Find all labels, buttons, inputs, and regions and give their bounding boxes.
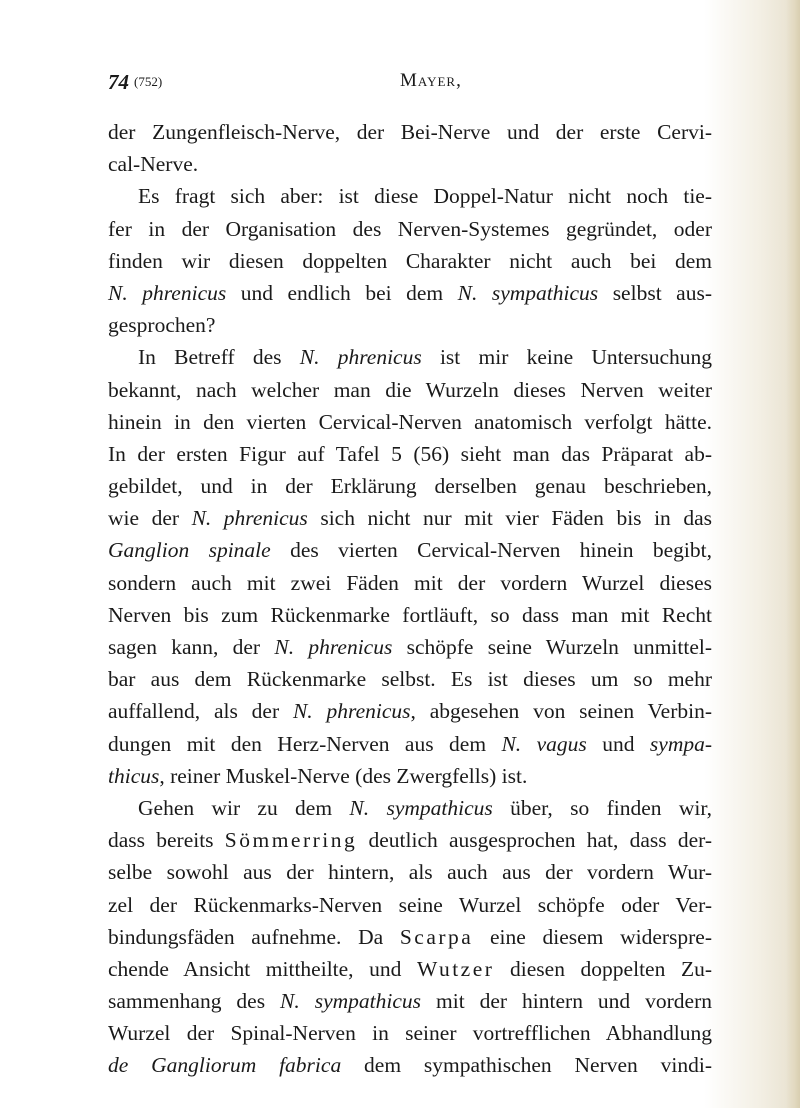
text-line: hinein in den vierten Cervical-Nerven anatomisch verfolgt hätte. — [108, 409, 712, 434]
text-line: cal-Nerve. — [108, 152, 199, 177]
text-line: Es fragt sich aber: ist diese Doppel-Natur nicht noch tie- — [138, 184, 712, 209]
text-line: der Zungenfleisch-Nerve, der Bei-Nerve und der erste Cervi- — [108, 120, 712, 144]
text-line: de Gangliorum fabrica dem sympathischen Nerven vindi- — [108, 1053, 712, 1078]
text-line: sammenhang des N. sympathicus mit der hintern und vordern — [108, 989, 712, 1014]
text-line: gebildet, und in der Erklärung derselben genau beschrieben, — [108, 474, 712, 499]
page-header — [108, 70, 712, 100]
text-line: fer in der Organisation des Nerven-Systemes gegründet, oder — [108, 216, 712, 241]
text-line: In der ersten Figur auf Tafel 5 (56) sieht man das Präparat ab- — [108, 441, 712, 466]
body-text — [108, 116, 712, 1082]
text-line: dass bereits Sömmerring deutlich ausgesprochen hat, dass der- — [108, 828, 712, 853]
text-line: finden wir diesen doppelten Charakter nicht auch bei dem — [108, 248, 712, 273]
text-line: bar aus dem Rückenmarke selbst. Es ist dieses um so mehr — [108, 667, 712, 692]
text-line: Gehen wir zu dem N. sympathicus über, so finden wir, — [138, 795, 712, 820]
text-line: N. phrenicus und endlich bei dem N. sympathicus selbst aus- — [108, 280, 712, 305]
text-line: zel der Rückenmarks-Nerven seine Wurzel schöpfe oder Ver- — [108, 892, 712, 917]
page-number: 74 — [108, 70, 129, 94]
text-line: sagen kann, der N. phrenicus schöpfe seine Wurzeln unmittel- — [108, 635, 713, 659]
text-line: chende Ansicht mittheilte, und Wutzer diesen doppelten Zu- — [108, 956, 712, 981]
page-edge-shadow — [786, 0, 800, 1108]
text-line: selbe sowohl aus der hintern, als auch aus der vordern Wur- — [108, 860, 712, 885]
text-line: Nerven bis zum Rückenmarke fortläuft, so dass man mit Recht — [108, 602, 712, 627]
text-line: bindungsfäden aufnehme. Da Scarpa eine diesem widerspre- — [108, 924, 712, 949]
text-line: Ganglion spinale des vierten Cervical-Nerven hinein begibt, — [108, 538, 712, 563]
text-line: sondern auch mit zwei Fäden mit der vordern Wurzel dieses — [108, 570, 712, 595]
text-line: thicus, reiner Muskel-Nerve (des Zwergfells) ist. — [108, 763, 528, 788]
text-line: In Betreff des N. phrenicus ist mir keine Untersuchung — [138, 345, 712, 370]
text-line: auffallend, als der N. phrenicus, abgesehen von seinen Verbin- — [108, 699, 712, 724]
running-head: Mayer, — [400, 70, 462, 91]
text-line: gesprochen? — [108, 313, 216, 338]
text-line: dungen mit den Herz-Nerven aus dem N. vagus und sympa- — [108, 731, 713, 756]
text-line: wie der N. phrenicus sich nicht nur mit vier Fäden bis in das — [108, 506, 712, 531]
original-page-number: (752) — [134, 74, 163, 89]
text-line: bekannt, nach welcher man die Wurzeln dieses Nerven weiter — [108, 377, 712, 402]
text-line: Wurzel der Spinal-Nerven in seiner vortrefflichen Abhandlung — [108, 1021, 712, 1046]
